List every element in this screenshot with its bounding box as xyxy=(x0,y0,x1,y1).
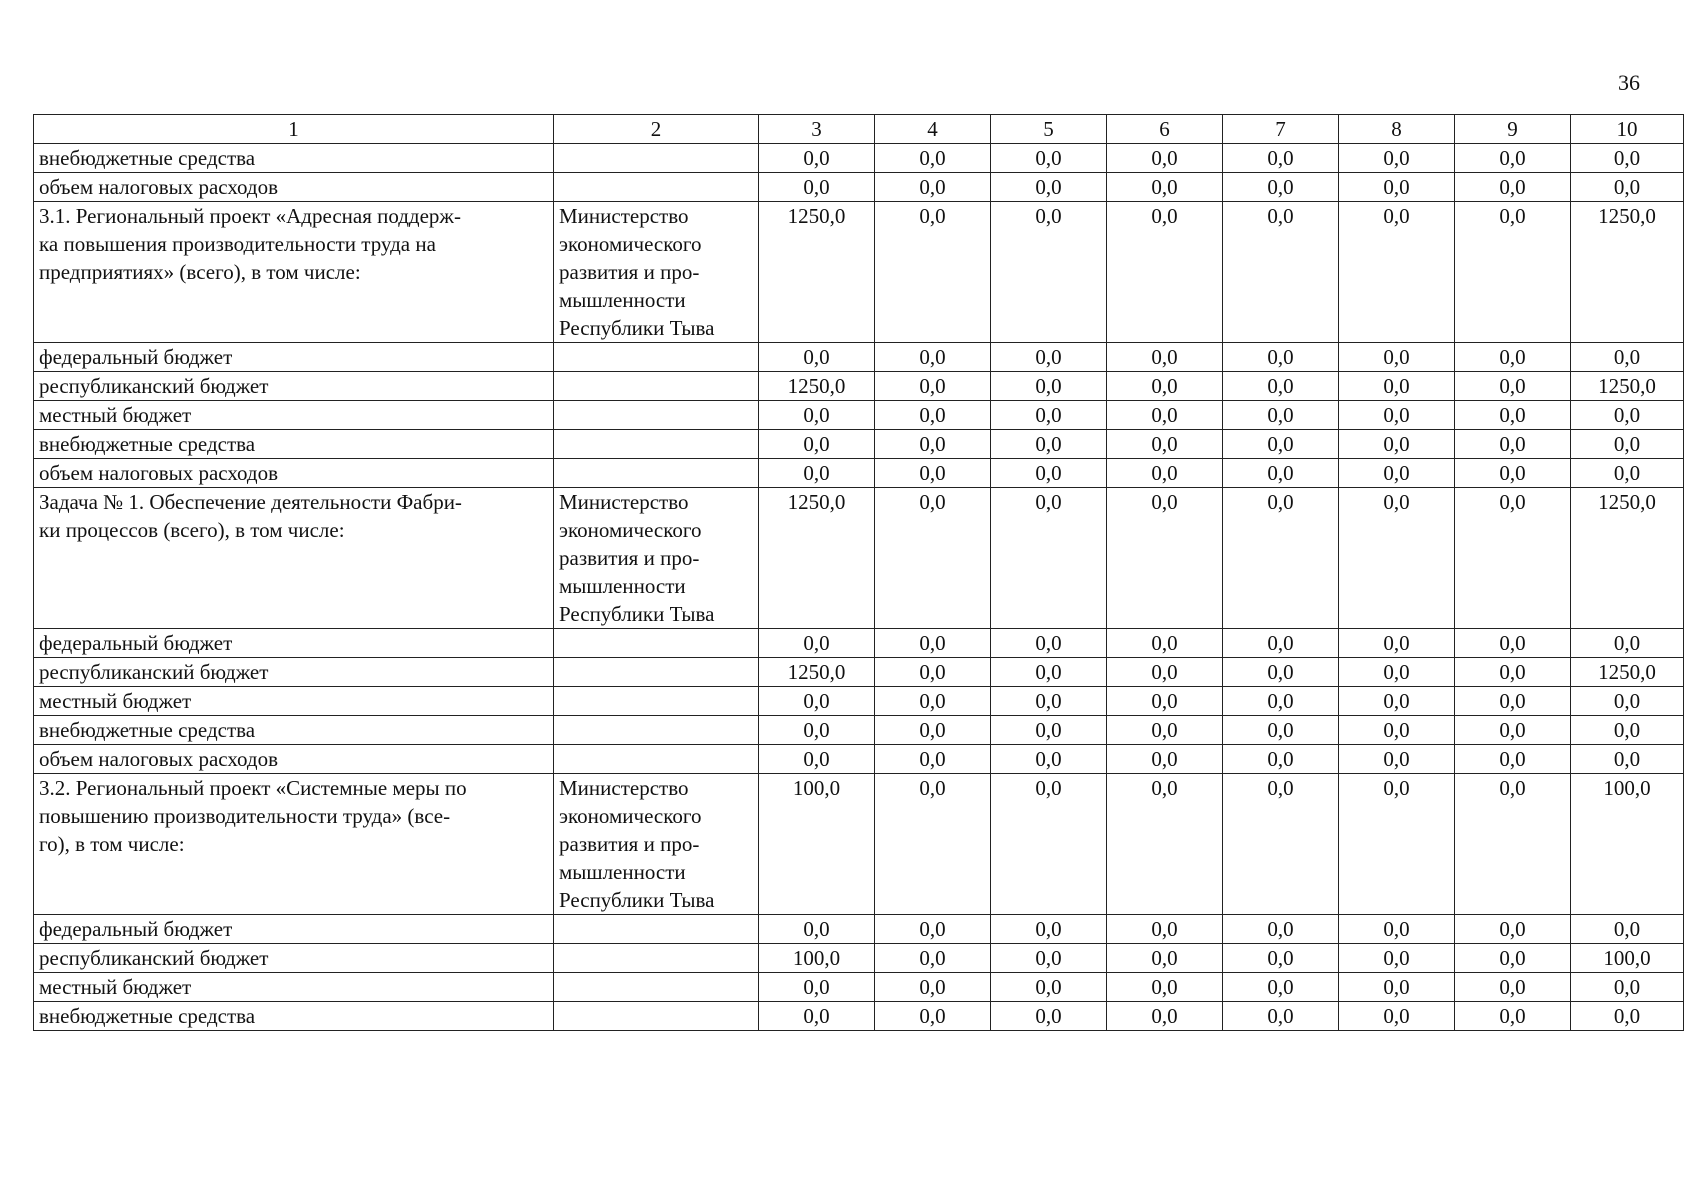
value-col-8: 0,0 xyxy=(1339,401,1455,430)
value-col-8: 0,0 xyxy=(1339,144,1455,173)
value-col-5: 0,0 xyxy=(991,944,1107,973)
value-col-7: 0,0 xyxy=(1223,488,1339,629)
value-col-3: 0,0 xyxy=(759,144,875,173)
value-col-6: 0,0 xyxy=(1107,745,1223,774)
value-col-6: 0,0 xyxy=(1107,144,1223,173)
value-col-8: 0,0 xyxy=(1339,459,1455,488)
executor-line: Республики Тыва xyxy=(559,602,715,626)
value-col-4: 0,0 xyxy=(875,202,991,343)
value-col-9: 0,0 xyxy=(1455,173,1571,202)
row-label-line: ка повышения производительности труда на xyxy=(39,232,436,256)
value-col-8: 0,0 xyxy=(1339,372,1455,401)
value-col-5: 0,0 xyxy=(991,343,1107,372)
executor-cell xyxy=(554,716,759,745)
value-col-3: 0,0 xyxy=(759,716,875,745)
value-col-5: 0,0 xyxy=(991,144,1107,173)
value-col-8: 0,0 xyxy=(1339,944,1455,973)
value-col-9: 0,0 xyxy=(1455,944,1571,973)
value-col-10: 0,0 xyxy=(1571,915,1684,944)
value-col-9: 0,0 xyxy=(1455,488,1571,629)
value-col-5: 0,0 xyxy=(991,745,1107,774)
executor-cell xyxy=(554,745,759,774)
value-col-9: 0,0 xyxy=(1455,774,1571,915)
executor-cell xyxy=(554,173,759,202)
table-row xyxy=(34,745,1684,774)
value-col-6: 0,0 xyxy=(1107,1002,1223,1031)
value-col-8: 0,0 xyxy=(1339,658,1455,687)
value-col-3: 0,0 xyxy=(759,687,875,716)
value-col-9: 0,0 xyxy=(1455,745,1571,774)
value-col-10: 1250,0 xyxy=(1571,372,1684,401)
value-col-10: 0,0 xyxy=(1571,973,1684,1002)
value-col-7: 0,0 xyxy=(1223,716,1339,745)
row-label xyxy=(34,401,554,430)
value-col-5: 0,0 xyxy=(991,1002,1107,1031)
table-row xyxy=(34,716,1684,745)
row-label-line: 3.2. Региональный проект «Системные меры по xyxy=(39,776,467,800)
value-col-10: 0,0 xyxy=(1571,745,1684,774)
value-col-7: 0,0 xyxy=(1223,173,1339,202)
executor-cell xyxy=(554,915,759,944)
value-col-5: 0,0 xyxy=(991,202,1107,343)
value-col-4: 0,0 xyxy=(875,144,991,173)
value-col-5: 0,0 xyxy=(991,488,1107,629)
value-col-8: 0,0 xyxy=(1339,716,1455,745)
value-col-4: 0,0 xyxy=(875,973,991,1002)
value-col-5: 0,0 xyxy=(991,915,1107,944)
table-row xyxy=(34,430,1684,459)
value-col-3: 1250,0 xyxy=(759,202,875,343)
table-row xyxy=(34,973,1684,1002)
column-number-10: 10 xyxy=(1571,115,1684,144)
executor-line: развития и про- xyxy=(559,832,700,856)
value-col-8: 0,0 xyxy=(1339,915,1455,944)
executor-line: мышленности xyxy=(559,288,686,312)
value-col-4: 0,0 xyxy=(875,488,991,629)
value-col-7: 0,0 xyxy=(1223,658,1339,687)
value-col-3: 0,0 xyxy=(759,401,875,430)
column-number-1: 1 xyxy=(34,115,554,144)
row-label-line: республиканский бюджет xyxy=(39,946,269,970)
value-col-6: 0,0 xyxy=(1107,658,1223,687)
value-col-10: 0,0 xyxy=(1571,430,1684,459)
value-col-6: 0,0 xyxy=(1107,202,1223,343)
value-col-6: 0,0 xyxy=(1107,430,1223,459)
value-col-3: 0,0 xyxy=(759,430,875,459)
executor-line: развития и про- xyxy=(559,260,700,284)
value-col-9: 0,0 xyxy=(1455,144,1571,173)
budget-table xyxy=(33,114,1684,1031)
value-col-5: 0,0 xyxy=(991,658,1107,687)
table-row xyxy=(34,1002,1684,1031)
section-row xyxy=(34,774,1684,915)
executor-cell xyxy=(554,202,759,343)
value-col-3: 1250,0 xyxy=(759,488,875,629)
value-col-7: 0,0 xyxy=(1223,629,1339,658)
row-label-line: объем налоговых расходов xyxy=(39,747,279,771)
executor-cell xyxy=(554,1002,759,1031)
value-col-4: 0,0 xyxy=(875,915,991,944)
row-label xyxy=(34,944,554,973)
row-label xyxy=(34,915,554,944)
value-col-7: 0,0 xyxy=(1223,944,1339,973)
executor-line: экономического xyxy=(559,232,702,256)
value-col-9: 0,0 xyxy=(1455,973,1571,1002)
value-col-8: 0,0 xyxy=(1339,202,1455,343)
value-col-6: 0,0 xyxy=(1107,488,1223,629)
value-col-5: 0,0 xyxy=(991,629,1107,658)
value-col-8: 0,0 xyxy=(1339,173,1455,202)
row-label xyxy=(34,144,554,173)
value-col-3: 0,0 xyxy=(759,459,875,488)
table-row xyxy=(34,343,1684,372)
value-col-4: 0,0 xyxy=(875,459,991,488)
executor-line: экономического xyxy=(559,518,702,542)
value-col-7: 0,0 xyxy=(1223,372,1339,401)
executor-line: Министерство xyxy=(559,776,689,800)
section-row xyxy=(34,488,1684,629)
row-label xyxy=(34,745,554,774)
executor-cell xyxy=(554,629,759,658)
value-col-8: 0,0 xyxy=(1339,687,1455,716)
section-row xyxy=(34,202,1684,343)
value-col-6: 0,0 xyxy=(1107,774,1223,915)
table-row xyxy=(34,944,1684,973)
value-col-5: 0,0 xyxy=(991,973,1107,1002)
value-col-10: 0,0 xyxy=(1571,629,1684,658)
value-col-10: 0,0 xyxy=(1571,716,1684,745)
value-col-5: 0,0 xyxy=(991,716,1107,745)
row-label xyxy=(34,973,554,1002)
value-col-3: 100,0 xyxy=(759,944,875,973)
value-col-10: 0,0 xyxy=(1571,687,1684,716)
value-col-8: 0,0 xyxy=(1339,488,1455,629)
table-body xyxy=(34,144,1684,1031)
value-col-3: 1250,0 xyxy=(759,658,875,687)
value-col-8: 0,0 xyxy=(1339,629,1455,658)
value-col-9: 0,0 xyxy=(1455,372,1571,401)
table-row xyxy=(34,372,1684,401)
executor-line: Министерство xyxy=(559,204,689,228)
value-col-4: 0,0 xyxy=(875,774,991,915)
column-number-7: 7 xyxy=(1223,115,1339,144)
value-col-9: 0,0 xyxy=(1455,1002,1571,1031)
value-col-7: 0,0 xyxy=(1223,745,1339,774)
row-label-line: объем налоговых расходов xyxy=(39,461,279,485)
executor-line: Министерство xyxy=(559,490,689,514)
executor-line: Республики Тыва xyxy=(559,316,715,340)
value-col-6: 0,0 xyxy=(1107,687,1223,716)
row-label-line: федеральный бюджет xyxy=(39,917,233,941)
value-col-8: 0,0 xyxy=(1339,1002,1455,1031)
executor-cell xyxy=(554,401,759,430)
value-col-10: 0,0 xyxy=(1571,401,1684,430)
column-number-4: 4 xyxy=(875,115,991,144)
value-col-4: 0,0 xyxy=(875,401,991,430)
column-number-row xyxy=(34,115,1684,144)
executor-cell xyxy=(554,372,759,401)
executor-line: экономического xyxy=(559,804,702,828)
row-label-line: республиканский бюджет xyxy=(39,660,269,684)
value-col-3: 1250,0 xyxy=(759,372,875,401)
value-col-9: 0,0 xyxy=(1455,658,1571,687)
row-label-line: федеральный бюджет xyxy=(39,631,233,655)
table-row xyxy=(34,144,1684,173)
value-col-4: 0,0 xyxy=(875,658,991,687)
value-col-6: 0,0 xyxy=(1107,716,1223,745)
value-col-8: 0,0 xyxy=(1339,973,1455,1002)
value-col-3: 0,0 xyxy=(759,1002,875,1031)
row-label-line: местный бюджет xyxy=(39,403,192,427)
value-col-7: 0,0 xyxy=(1223,144,1339,173)
row-label xyxy=(34,629,554,658)
value-col-6: 0,0 xyxy=(1107,915,1223,944)
row-label-line: внебюджетные средства xyxy=(39,718,256,742)
value-col-7: 0,0 xyxy=(1223,687,1339,716)
value-col-9: 0,0 xyxy=(1455,629,1571,658)
value-col-4: 0,0 xyxy=(875,716,991,745)
table-row xyxy=(34,658,1684,687)
value-col-10: 100,0 xyxy=(1571,774,1684,915)
value-col-4: 0,0 xyxy=(875,687,991,716)
value-col-5: 0,0 xyxy=(991,774,1107,915)
executor-cell xyxy=(554,687,759,716)
value-col-4: 0,0 xyxy=(875,629,991,658)
value-col-3: 0,0 xyxy=(759,915,875,944)
value-col-5: 0,0 xyxy=(991,687,1107,716)
value-col-9: 0,0 xyxy=(1455,716,1571,745)
row-label xyxy=(34,173,554,202)
value-col-10: 1250,0 xyxy=(1571,658,1684,687)
row-label xyxy=(34,658,554,687)
row-label xyxy=(34,716,554,745)
row-label xyxy=(34,372,554,401)
value-col-10: 0,0 xyxy=(1571,173,1684,202)
value-col-5: 0,0 xyxy=(991,401,1107,430)
value-col-9: 0,0 xyxy=(1455,401,1571,430)
value-col-6: 0,0 xyxy=(1107,372,1223,401)
executor-cell xyxy=(554,774,759,915)
column-number-2: 2 xyxy=(554,115,759,144)
table-row xyxy=(34,401,1684,430)
table-row xyxy=(34,629,1684,658)
value-col-9: 0,0 xyxy=(1455,343,1571,372)
value-col-4: 0,0 xyxy=(875,745,991,774)
value-col-7: 0,0 xyxy=(1223,915,1339,944)
value-col-5: 0,0 xyxy=(991,430,1107,459)
column-number-3: 3 xyxy=(759,115,875,144)
row-label-line: повышению производительности труда» (все- xyxy=(39,804,451,828)
value-col-8: 0,0 xyxy=(1339,430,1455,459)
value-col-8: 0,0 xyxy=(1339,774,1455,915)
value-col-6: 0,0 xyxy=(1107,944,1223,973)
value-col-4: 0,0 xyxy=(875,173,991,202)
executor-cell xyxy=(554,430,759,459)
value-col-3: 0,0 xyxy=(759,629,875,658)
table-row xyxy=(34,687,1684,716)
value-col-4: 0,0 xyxy=(875,372,991,401)
executor-line: развития и про- xyxy=(559,546,700,570)
value-col-4: 0,0 xyxy=(875,430,991,459)
page-number: 36 xyxy=(1618,70,1640,95)
value-col-10: 0,0 xyxy=(1571,343,1684,372)
row-label-line: 3.1. Региональный проект «Адресная поддерж- xyxy=(39,204,461,228)
executor-line: Республики Тыва xyxy=(559,888,715,912)
row-label xyxy=(34,202,554,343)
value-col-9: 0,0 xyxy=(1455,459,1571,488)
value-col-6: 0,0 xyxy=(1107,343,1223,372)
value-col-6: 0,0 xyxy=(1107,173,1223,202)
value-col-10: 0,0 xyxy=(1571,144,1684,173)
row-label xyxy=(34,687,554,716)
value-col-7: 0,0 xyxy=(1223,401,1339,430)
row-label-line: го), в том числе: xyxy=(39,832,185,856)
value-col-3: 0,0 xyxy=(759,173,875,202)
executor-cell xyxy=(554,944,759,973)
value-col-8: 0,0 xyxy=(1339,745,1455,774)
row-label xyxy=(34,343,554,372)
value-col-6: 0,0 xyxy=(1107,401,1223,430)
row-label-line: федеральный бюджет xyxy=(39,345,233,369)
value-col-4: 0,0 xyxy=(875,343,991,372)
column-number-6: 6 xyxy=(1107,115,1223,144)
executor-cell xyxy=(554,144,759,173)
row-label xyxy=(34,774,554,915)
value-col-6: 0,0 xyxy=(1107,973,1223,1002)
column-number-8: 8 xyxy=(1339,115,1455,144)
value-col-4: 0,0 xyxy=(875,1002,991,1031)
value-col-5: 0,0 xyxy=(991,459,1107,488)
row-label-line: предприятиях» (всего), в том числе: xyxy=(39,260,361,284)
row-label xyxy=(34,459,554,488)
value-col-10: 0,0 xyxy=(1571,459,1684,488)
row-label-line: внебюджетные средства xyxy=(39,1004,256,1028)
row-label-line: местный бюджет xyxy=(39,689,192,713)
value-col-9: 0,0 xyxy=(1455,430,1571,459)
executor-cell xyxy=(554,343,759,372)
value-col-7: 0,0 xyxy=(1223,202,1339,343)
executor-cell xyxy=(554,488,759,629)
row-label-line: внебюджетные средства xyxy=(39,146,256,170)
row-label xyxy=(34,430,554,459)
executor-cell xyxy=(554,973,759,1002)
value-col-3: 0,0 xyxy=(759,973,875,1002)
value-col-7: 0,0 xyxy=(1223,1002,1339,1031)
row-label xyxy=(34,1002,554,1031)
value-col-4: 0,0 xyxy=(875,944,991,973)
row-label-line: местный бюджет xyxy=(39,975,192,999)
column-number-9: 9 xyxy=(1455,115,1571,144)
value-col-7: 0,0 xyxy=(1223,973,1339,1002)
value-col-9: 0,0 xyxy=(1455,687,1571,716)
column-number-5: 5 xyxy=(991,115,1107,144)
table-row xyxy=(34,173,1684,202)
value-col-9: 0,0 xyxy=(1455,202,1571,343)
value-col-3: 0,0 xyxy=(759,343,875,372)
executor-cell xyxy=(554,658,759,687)
value-col-10: 100,0 xyxy=(1571,944,1684,973)
table-row xyxy=(34,459,1684,488)
value-col-10: 1250,0 xyxy=(1571,488,1684,629)
row-label-line: республиканский бюджет xyxy=(39,374,269,398)
value-col-3: 0,0 xyxy=(759,745,875,774)
value-col-6: 0,0 xyxy=(1107,459,1223,488)
row-label xyxy=(34,488,554,629)
row-label-line: ки процессов (всего), в том числе: xyxy=(39,518,345,542)
value-col-7: 0,0 xyxy=(1223,774,1339,915)
value-col-7: 0,0 xyxy=(1223,459,1339,488)
value-col-7: 0,0 xyxy=(1223,430,1339,459)
value-col-5: 0,0 xyxy=(991,173,1107,202)
executor-line: мышленности xyxy=(559,574,686,598)
value-col-6: 0,0 xyxy=(1107,629,1223,658)
value-col-10: 0,0 xyxy=(1571,1002,1684,1031)
value-col-5: 0,0 xyxy=(991,372,1107,401)
value-col-7: 0,0 xyxy=(1223,343,1339,372)
row-label-line: объем налоговых расходов xyxy=(39,175,279,199)
executor-cell xyxy=(554,459,759,488)
table-row xyxy=(34,915,1684,944)
value-col-8: 0,0 xyxy=(1339,343,1455,372)
value-col-3: 100,0 xyxy=(759,774,875,915)
executor-line: мышленности xyxy=(559,860,686,884)
row-label-line: внебюджетные средства xyxy=(39,432,256,456)
value-col-10: 1250,0 xyxy=(1571,202,1684,343)
value-col-9: 0,0 xyxy=(1455,915,1571,944)
row-label-line: Задача № 1. Обеспечение деятельности Фабри- xyxy=(39,490,462,514)
